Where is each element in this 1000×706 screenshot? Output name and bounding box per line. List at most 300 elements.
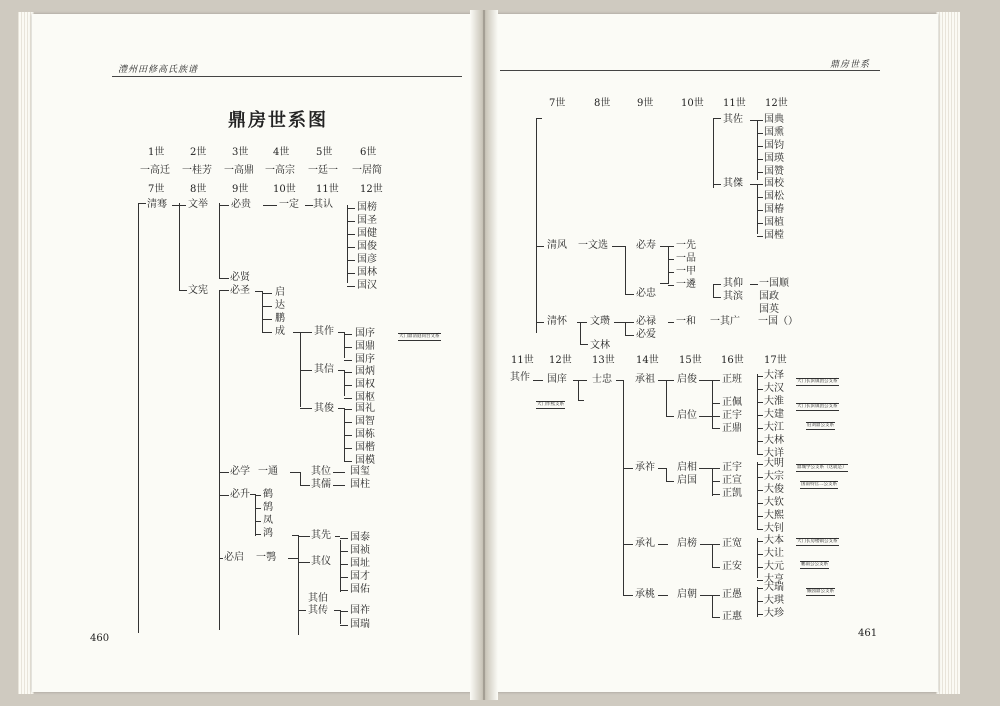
name-label: 正鼎 bbox=[722, 423, 742, 434]
branch-stamp: 大门长滨镇团公支系 bbox=[797, 379, 838, 384]
tree-line bbox=[255, 521, 261, 522]
tree-line bbox=[666, 468, 667, 482]
tree-line bbox=[757, 588, 763, 589]
tree-line bbox=[757, 376, 763, 377]
name-label: 正宇 bbox=[722, 410, 742, 421]
generation-label: 11世 bbox=[511, 355, 534, 366]
name-label: 其儒 bbox=[311, 479, 331, 490]
name-label: 大熙 bbox=[764, 510, 784, 521]
name-label: 文宪 bbox=[188, 285, 208, 296]
name-label: 其佐 bbox=[723, 114, 743, 125]
ancestor-name: 一廷一 bbox=[308, 165, 338, 176]
tree-line bbox=[757, 587, 758, 617]
tree-line bbox=[757, 197, 763, 198]
tree-line bbox=[712, 428, 720, 429]
tree-line bbox=[338, 332, 344, 333]
name-label: 成 bbox=[275, 326, 285, 337]
name-label: 其先 bbox=[311, 530, 331, 541]
tree-line bbox=[757, 441, 763, 442]
tree-line bbox=[757, 120, 763, 121]
tree-line bbox=[757, 601, 763, 602]
tree-line bbox=[712, 544, 713, 568]
tree-line bbox=[668, 259, 674, 260]
name-label: 正宽 bbox=[722, 538, 742, 549]
tree-line bbox=[340, 538, 348, 539]
name-label: 正惠 bbox=[722, 611, 742, 622]
tree-line bbox=[290, 472, 300, 473]
tree-line bbox=[757, 236, 763, 237]
tree-line bbox=[255, 291, 262, 292]
name-label: 大俊 bbox=[764, 484, 784, 495]
tree-line bbox=[757, 172, 763, 173]
tree-line bbox=[300, 485, 310, 486]
name-label: 国礼 bbox=[355, 403, 375, 414]
tree-line bbox=[712, 403, 720, 404]
tree-line bbox=[712, 595, 720, 596]
tree-line bbox=[612, 246, 625, 247]
tree-line bbox=[713, 184, 721, 185]
name-label: 大建 bbox=[764, 409, 784, 420]
branch-stamp: 大门长滨镇团公支系 bbox=[797, 404, 838, 409]
tree-line bbox=[347, 234, 355, 235]
tree-line bbox=[536, 118, 542, 119]
name-label: 必寿 bbox=[636, 240, 656, 251]
ancestor-name: 一高鼎 bbox=[224, 165, 254, 176]
generation-label: 11世 bbox=[723, 98, 746, 109]
tree-line bbox=[699, 416, 712, 417]
tree-line bbox=[580, 322, 581, 344]
name-label: 大亨 bbox=[764, 574, 784, 585]
tree-line bbox=[580, 344, 588, 345]
generation-label: 9世 bbox=[232, 184, 249, 195]
name-label: 一和 bbox=[676, 316, 696, 327]
tree-line bbox=[305, 205, 313, 206]
tree-line bbox=[616, 380, 624, 381]
name-label: 清风 bbox=[547, 240, 567, 251]
tree-line bbox=[347, 221, 355, 222]
generation-label: 1世 bbox=[148, 147, 165, 158]
tree-line bbox=[668, 272, 674, 273]
tree-line bbox=[344, 360, 352, 361]
tree-line bbox=[712, 617, 720, 618]
tree-line bbox=[757, 415, 763, 416]
tree-line bbox=[712, 544, 720, 545]
name-label: 一国（） bbox=[758, 316, 798, 327]
name-label: 正宣 bbox=[722, 475, 742, 486]
tree-line bbox=[712, 380, 720, 381]
tree-line bbox=[340, 611, 348, 612]
generation-label: 7世 bbox=[549, 98, 566, 109]
name-label: 大详 bbox=[764, 448, 784, 459]
tree-line bbox=[255, 494, 256, 536]
ancestor-name: 一高宗 bbox=[265, 165, 295, 176]
tree-line bbox=[658, 380, 666, 381]
tree-line bbox=[757, 490, 763, 491]
generation-label: 8世 bbox=[190, 184, 207, 195]
name-label: 文瓒 bbox=[590, 316, 610, 327]
name-label: 国智 bbox=[355, 416, 375, 427]
tree-line bbox=[712, 481, 720, 482]
tree-line bbox=[340, 610, 341, 624]
tree-line bbox=[713, 118, 721, 119]
name-label: 启 bbox=[275, 287, 285, 298]
tree-line bbox=[219, 558, 223, 559]
tree-line bbox=[757, 402, 763, 403]
name-label: 必贵 bbox=[231, 199, 251, 210]
name-label: 承祚 bbox=[635, 462, 655, 473]
name-label: 国佑 bbox=[350, 584, 370, 595]
name-label: 国瑛 bbox=[764, 153, 784, 164]
generation-label: 15世 bbox=[679, 355, 702, 366]
name-label: 承桃 bbox=[635, 589, 655, 600]
name-label: 国椿 bbox=[764, 204, 784, 215]
tree-line bbox=[533, 380, 543, 381]
tree-line bbox=[625, 294, 634, 295]
name-label: 国汉 bbox=[357, 280, 377, 291]
tree-line bbox=[262, 291, 263, 333]
name-label: 文举 bbox=[188, 199, 208, 210]
generation-label: 6世 bbox=[360, 147, 377, 158]
name-label: 士忠 bbox=[592, 374, 612, 385]
tree-line bbox=[300, 472, 301, 486]
name-label: 鹤 bbox=[263, 489, 273, 500]
tree-line bbox=[757, 120, 758, 180]
name-label: 大泽 bbox=[764, 370, 784, 381]
name-label: 一定 bbox=[279, 199, 299, 210]
generation-label: 12世 bbox=[549, 355, 572, 366]
ancestor-name: 一桂芳 bbox=[182, 165, 212, 176]
tree-line bbox=[713, 284, 714, 298]
name-label: 大江 bbox=[764, 422, 784, 433]
generation-label: 10世 bbox=[681, 98, 704, 109]
name-label: 其作 bbox=[314, 326, 334, 337]
name-label: 大钊 bbox=[764, 523, 784, 534]
tree-line bbox=[757, 477, 763, 478]
tree-line bbox=[347, 273, 355, 274]
name-label: 国鼎 bbox=[355, 341, 375, 352]
tree-line bbox=[340, 540, 341, 592]
tree-line bbox=[344, 370, 345, 396]
tree-line bbox=[255, 534, 261, 535]
tree-line bbox=[757, 614, 763, 615]
tree-line bbox=[298, 562, 310, 563]
tree-line bbox=[757, 454, 763, 455]
tree-line bbox=[340, 564, 348, 565]
name-label: 一国顺 bbox=[759, 278, 789, 289]
name-label: 国柱 bbox=[350, 479, 370, 490]
tree-line bbox=[344, 385, 352, 386]
tree-line bbox=[536, 322, 544, 323]
tree-line bbox=[219, 290, 229, 291]
tree-line bbox=[750, 284, 758, 285]
tree-line bbox=[700, 595, 712, 596]
name-label: 启朝 bbox=[677, 589, 697, 600]
tree-line bbox=[623, 544, 633, 545]
tree-line bbox=[757, 541, 763, 542]
tree-line bbox=[578, 380, 579, 400]
tree-line bbox=[712, 494, 720, 495]
tree-line bbox=[757, 529, 763, 530]
name-label: 其伯 bbox=[308, 593, 328, 604]
generation-label: 9世 bbox=[637, 98, 654, 109]
tree-line bbox=[298, 610, 306, 611]
name-label: 国庠 bbox=[547, 374, 567, 385]
name-label: 其仰 bbox=[723, 278, 743, 289]
tree-line bbox=[668, 246, 669, 284]
tree-line bbox=[757, 133, 763, 134]
name-label: 国炳 bbox=[355, 366, 375, 377]
tree-line bbox=[658, 468, 666, 469]
tree-line bbox=[660, 283, 668, 284]
tree-line bbox=[340, 590, 348, 591]
name-label: 国英 bbox=[759, 304, 779, 315]
tree-line bbox=[262, 306, 272, 307]
tree-line bbox=[625, 246, 626, 294]
tree-line bbox=[300, 370, 312, 371]
name-label: 国政 bbox=[759, 291, 779, 302]
tree-line bbox=[712, 416, 720, 417]
name-label: 必升 bbox=[230, 489, 250, 500]
name-label: 国彦 bbox=[357, 254, 377, 265]
tree-line bbox=[344, 372, 352, 373]
tree-line bbox=[757, 184, 763, 185]
tree-line bbox=[712, 468, 713, 496]
name-label: 大本 bbox=[764, 535, 784, 546]
tree-line bbox=[699, 380, 712, 381]
generation-label: 2世 bbox=[190, 147, 207, 158]
name-label: 鹄 bbox=[263, 502, 273, 513]
tree-line bbox=[666, 380, 674, 381]
name-label: 必爱 bbox=[636, 329, 656, 340]
tree-line bbox=[614, 322, 625, 323]
branch-stamp: 大门作熙支系 bbox=[537, 402, 564, 407]
name-label: 国俊 bbox=[357, 241, 377, 252]
tree-line bbox=[179, 203, 180, 291]
tree-line bbox=[300, 408, 312, 409]
tree-line bbox=[757, 210, 763, 211]
generation-label: 4世 bbox=[273, 147, 290, 158]
name-label: 其位 bbox=[311, 466, 331, 477]
name-label: 一甲 bbox=[676, 266, 696, 277]
name-label: 国楷 bbox=[355, 442, 375, 453]
tree-line bbox=[668, 246, 674, 247]
name-label: 启俊 bbox=[677, 374, 697, 385]
tree-line bbox=[623, 468, 633, 469]
name-label: 大珍 bbox=[764, 608, 784, 619]
generation-label: 7世 bbox=[148, 184, 165, 195]
tree-line bbox=[179, 290, 187, 291]
name-label: 国权 bbox=[355, 379, 375, 390]
tree-line bbox=[293, 332, 300, 333]
generation-label: 10世 bbox=[273, 184, 296, 195]
name-label: 国才 bbox=[350, 571, 370, 582]
tree-line bbox=[577, 322, 587, 323]
name-label: 国植 bbox=[764, 217, 784, 228]
tree-line bbox=[347, 260, 355, 261]
tree-line bbox=[658, 544, 668, 545]
generation-label: 8世 bbox=[594, 98, 611, 109]
tree-line bbox=[333, 472, 345, 473]
tree-line bbox=[344, 448, 352, 449]
tree-line bbox=[219, 203, 220, 278]
name-label: 其俊 bbox=[314, 403, 334, 414]
name-label: 必圣 bbox=[230, 285, 250, 296]
name-label: 国钧 bbox=[764, 140, 784, 151]
name-label: 国序 bbox=[355, 354, 375, 365]
generation-label: 14世 bbox=[636, 355, 659, 366]
name-label: 大元 bbox=[764, 561, 784, 572]
tree-line bbox=[712, 567, 720, 568]
name-label: 一遴 bbox=[676, 279, 696, 290]
name-label: 一品 bbox=[676, 253, 696, 264]
tree-line bbox=[666, 416, 674, 417]
tree-line bbox=[219, 278, 229, 279]
name-label: 国松 bbox=[764, 191, 784, 202]
tree-line bbox=[660, 246, 668, 247]
name-label: 必学 bbox=[230, 466, 250, 477]
tree-line bbox=[347, 208, 355, 209]
generation-label: 13世 bbox=[592, 355, 615, 366]
name-label: 承礼 bbox=[635, 538, 655, 549]
tree-line bbox=[625, 322, 626, 336]
tree-line bbox=[344, 422, 352, 423]
name-label: 鸿 bbox=[263, 528, 273, 539]
generation-label: 5世 bbox=[316, 147, 333, 158]
tree-line bbox=[757, 516, 763, 517]
name-label: 国址 bbox=[350, 558, 370, 569]
name-label: 一文选 bbox=[578, 240, 608, 251]
name-label: 大淮 bbox=[764, 396, 784, 407]
name-label: 清怀 bbox=[547, 316, 567, 327]
tree-line bbox=[713, 297, 721, 298]
tree-line bbox=[666, 481, 674, 482]
tree-line bbox=[623, 380, 624, 595]
name-label: 国熏 bbox=[764, 127, 784, 138]
name-label: 一其广 bbox=[710, 316, 740, 327]
name-label: 其仪 bbox=[311, 556, 331, 567]
name-label: 大让 bbox=[764, 548, 784, 559]
tree-line bbox=[757, 462, 758, 530]
tree-line bbox=[255, 508, 261, 509]
tree-line bbox=[344, 347, 352, 348]
branch-stamp: 鼎城学公支系（这就是） bbox=[797, 465, 847, 470]
name-label: 一先 bbox=[676, 240, 696, 251]
name-label: 其认 bbox=[313, 199, 333, 210]
page-number-right: 461 bbox=[858, 628, 878, 639]
name-label: 国樘 bbox=[764, 230, 784, 241]
name-label: 达 bbox=[275, 300, 285, 311]
tree-line bbox=[344, 398, 352, 399]
name-label: 大钦 bbox=[764, 497, 784, 508]
name-label: 正凯 bbox=[722, 488, 742, 499]
generation-label: 11世 bbox=[316, 184, 339, 195]
name-label: 其传 bbox=[308, 605, 328, 616]
tree-line bbox=[658, 595, 668, 596]
tree-line bbox=[298, 535, 299, 635]
name-label: 一通 bbox=[258, 466, 278, 477]
tree-line bbox=[340, 551, 348, 552]
right-running-header: 鼎房世系 bbox=[830, 60, 871, 70]
tree-line bbox=[573, 380, 587, 381]
name-label: 国枢 bbox=[355, 392, 375, 403]
tree-line bbox=[347, 286, 355, 287]
name-label: 凤 bbox=[263, 515, 273, 526]
tree-line bbox=[712, 595, 713, 617]
page-number-left: 460 bbox=[90, 633, 110, 644]
tree-line bbox=[263, 205, 277, 206]
name-label: 其信 bbox=[314, 364, 334, 375]
name-label: 国校 bbox=[764, 178, 784, 189]
branch-stamp: 伯刘鼎公支系 bbox=[807, 423, 834, 428]
name-label: 文林 bbox=[590, 340, 610, 351]
tree-line bbox=[757, 184, 758, 234]
tree-line bbox=[757, 567, 763, 568]
name-label: 国模 bbox=[355, 455, 375, 466]
tree-line bbox=[288, 558, 298, 559]
name-label: 大林 bbox=[764, 435, 784, 446]
generation-label: 3世 bbox=[232, 147, 249, 158]
name-label: 国泰 bbox=[350, 532, 370, 543]
tree-line bbox=[255, 495, 261, 496]
tree-line bbox=[340, 577, 348, 578]
ancestor-name: 一居简 bbox=[352, 165, 382, 176]
ancestor-name: 一高迁 bbox=[140, 165, 170, 176]
branch-stamp: 国南特官二公支系 bbox=[801, 482, 837, 487]
name-label: 国祯 bbox=[350, 545, 370, 556]
name-label: 正佩 bbox=[722, 397, 742, 408]
tree-line bbox=[757, 503, 763, 504]
name-label: 国林 bbox=[357, 267, 377, 278]
tree-line bbox=[757, 159, 763, 160]
name-label: 必启 bbox=[224, 552, 244, 563]
tree-line bbox=[757, 374, 758, 454]
name-label: 启国 bbox=[677, 475, 697, 486]
tree-line bbox=[344, 409, 352, 410]
tree-line bbox=[757, 580, 763, 581]
branch-stamp: 大门长房楼镇公支系 bbox=[797, 539, 838, 544]
tree-line bbox=[340, 625, 348, 626]
tree-line bbox=[219, 205, 229, 206]
tree-line bbox=[344, 332, 345, 358]
tree-line bbox=[623, 595, 633, 596]
tree-line bbox=[333, 485, 345, 486]
tree-line bbox=[757, 146, 763, 147]
generation-label: 12世 bbox=[765, 98, 788, 109]
tree-line bbox=[335, 536, 340, 537]
tree-line bbox=[344, 461, 352, 462]
tree-line bbox=[666, 380, 667, 417]
name-label: 大琪 bbox=[764, 595, 784, 606]
branch-stamp: 大门鼎清庭同台文系 bbox=[399, 334, 440, 339]
name-label: 鹏 bbox=[275, 313, 285, 324]
name-label: 国祚 bbox=[350, 605, 370, 616]
tree-line bbox=[138, 203, 146, 204]
name-label: 清骞 bbox=[147, 199, 167, 210]
tree-line bbox=[625, 335, 634, 336]
name-label: 正愚 bbox=[722, 589, 742, 600]
name-label: 必贤 bbox=[230, 272, 250, 283]
name-label: 必禄 bbox=[636, 316, 656, 327]
name-label: 其滨 bbox=[723, 291, 743, 302]
name-label: 国栋 bbox=[355, 429, 375, 440]
name-label: 其傑 bbox=[723, 178, 743, 189]
name-label: 国圣 bbox=[357, 215, 377, 226]
tree-line bbox=[536, 118, 537, 333]
tree-line bbox=[298, 536, 310, 537]
tree-line bbox=[668, 285, 674, 286]
name-label: 大瑞 bbox=[764, 582, 784, 593]
tree-line bbox=[713, 118, 714, 188]
